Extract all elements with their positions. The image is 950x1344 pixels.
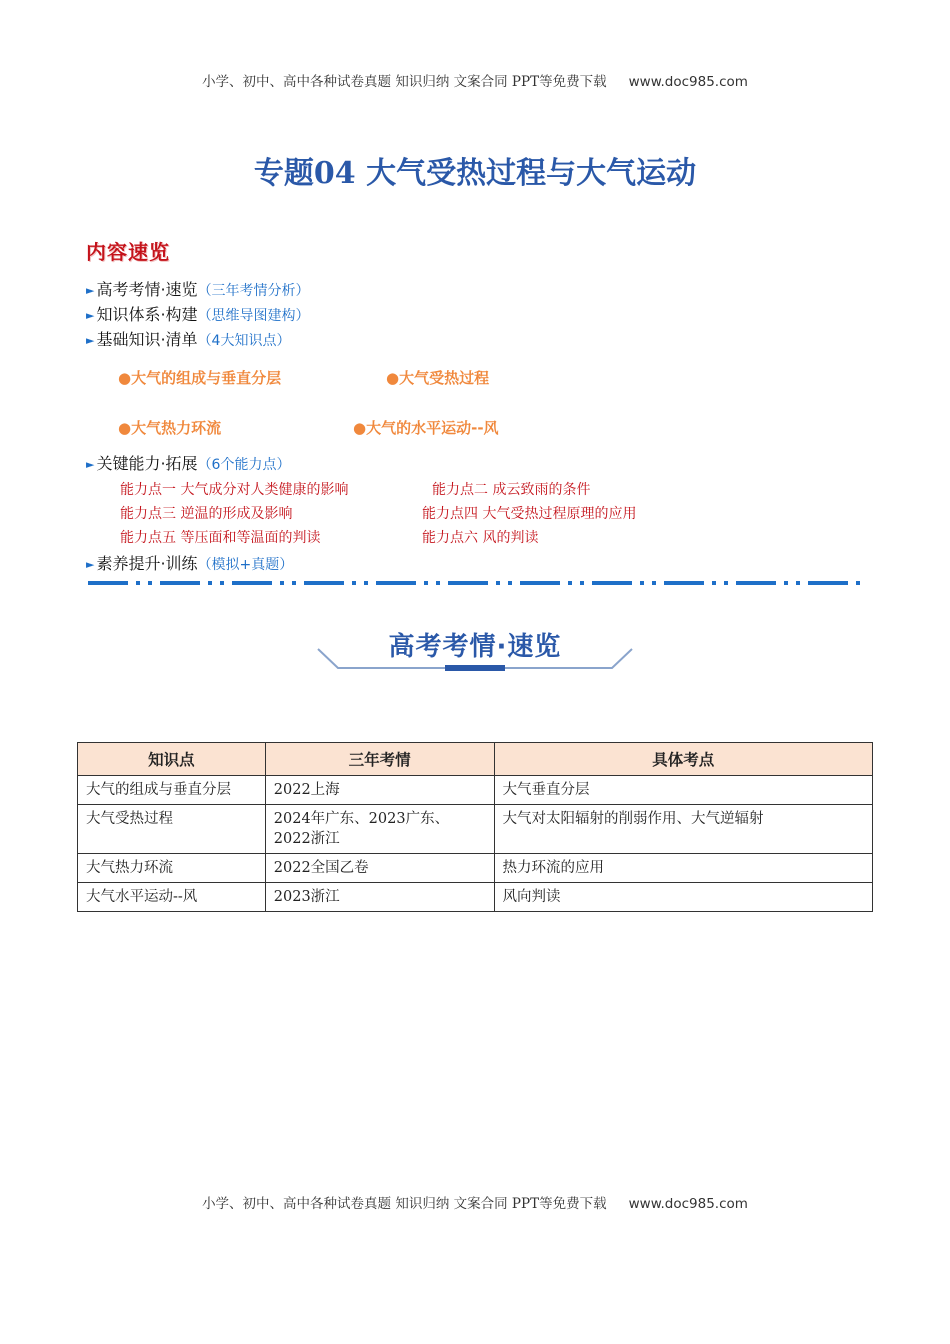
table-cell: 大气热力环流 <box>78 854 266 883</box>
page-header <box>0 70 950 90</box>
triangle-arrow-icon: ► <box>86 458 95 471</box>
dash-dot-divider <box>88 581 864 585</box>
ability-point-1[interactable]: 能力点一 大气成分对人类健康的影响 <box>120 482 349 498</box>
table-row <box>78 883 873 912</box>
table-cell: 2022上海 <box>265 776 494 805</box>
table-cell: 大气水平运动--风 <box>78 883 266 912</box>
table-cell: 大气垂直分层 <box>494 776 873 805</box>
triangle-arrow-icon: ► <box>86 558 95 571</box>
page-title: 专题04 大气受热过程与大气运动 <box>253 156 697 191</box>
table-row <box>78 776 873 805</box>
triangle-arrow-icon: ► <box>86 284 95 297</box>
knowledge-point-3[interactable]: ●大气热力环流 <box>118 419 222 437</box>
triangle-arrow-icon: ► <box>86 334 95 347</box>
table-header-cell: 三年考情 <box>265 743 494 776</box>
toc-section-note: （6个能力点） <box>197 457 291 473</box>
table-header-cell: 具体考点 <box>494 743 873 776</box>
toc-section-knowledge-system[interactable] <box>86 302 310 325</box>
toc-section-label: 高考考情·速览 <box>96 280 198 299</box>
knowledge-point-2[interactable]: ●大气受热过程 <box>386 369 490 387</box>
toc-section-label: 知识体系·构建 <box>96 305 198 324</box>
knowledge-point-4[interactable]: ●大气的水平运动--风 <box>353 419 499 437</box>
triangle-arrow-icon: ► <box>86 309 95 322</box>
toc-section-key-abilities[interactable] <box>86 451 290 474</box>
page-footer <box>0 1192 950 1212</box>
table-cell: 大气受热过程 <box>78 805 266 854</box>
table-row <box>78 805 873 854</box>
ability-point-3[interactable]: 能力点三 逆温的形成及影响 <box>120 506 293 522</box>
footer-url[interactable]: www.doc985.com <box>628 1196 748 1212</box>
toc-section-label: 基础知识·清单 <box>96 330 198 349</box>
table-cell: 2022全国乙卷 <box>265 854 494 883</box>
table-header-row <box>78 743 873 776</box>
table-row <box>78 854 873 883</box>
ability-point-5[interactable]: 能力点五 等压面和等温面的判读 <box>120 530 321 546</box>
toc-heading: 内容速览 <box>86 240 170 264</box>
table-cell: 2023浙江 <box>265 883 494 912</box>
footer-text: 小学、初中、高中各种试卷真题 知识归纳 文案合同 PPT等免费下载 <box>202 1196 607 1212</box>
table-cell: 大气的组成与垂直分层 <box>78 776 266 805</box>
table-cell: 风向判读 <box>494 883 873 912</box>
header-text: 小学、初中、高中各种试卷真题 知识归纳 文案合同 PPT等免费下载 <box>202 74 607 90</box>
toc-section-basic-knowledge[interactable] <box>86 327 290 350</box>
ability-point-6[interactable]: 能力点六 风的判读 <box>422 530 539 546</box>
banner-title: 高考考情·速览 <box>388 632 562 662</box>
knowledge-point-1[interactable]: ●大气的组成与垂直分层 <box>118 369 282 387</box>
table-cell: 2024年广东、2023广东、2022浙江 <box>265 805 494 854</box>
toc-section-note: （4大知识点） <box>197 333 291 349</box>
table-cell: 大气对太阳辐射的削弱作用、大气逆辐射 <box>494 805 873 854</box>
header-url[interactable]: www.doc985.com <box>628 74 748 90</box>
exam-analysis-table <box>77 742 873 912</box>
toc-section-note: （三年考情分析） <box>197 283 310 299</box>
toc-section-label: 关键能力·拓展 <box>96 454 198 473</box>
toc-section-note: （思维导图建构） <box>197 308 310 324</box>
table-header-cell: 知识点 <box>78 743 266 776</box>
ability-point-2[interactable]: 能力点二 成云致雨的条件 <box>432 482 591 498</box>
toc-section-literacy-training[interactable] <box>86 551 293 574</box>
ability-point-4[interactable]: 能力点四 大气受热过程原理的应用 <box>422 506 637 522</box>
toc-section-exam-overview[interactable] <box>86 277 310 300</box>
toc-section-note: （模拟+真题） <box>197 557 294 573</box>
table-cell: 热力环流的应用 <box>494 854 873 883</box>
toc-section-label: 素养提升·训练 <box>96 554 198 573</box>
